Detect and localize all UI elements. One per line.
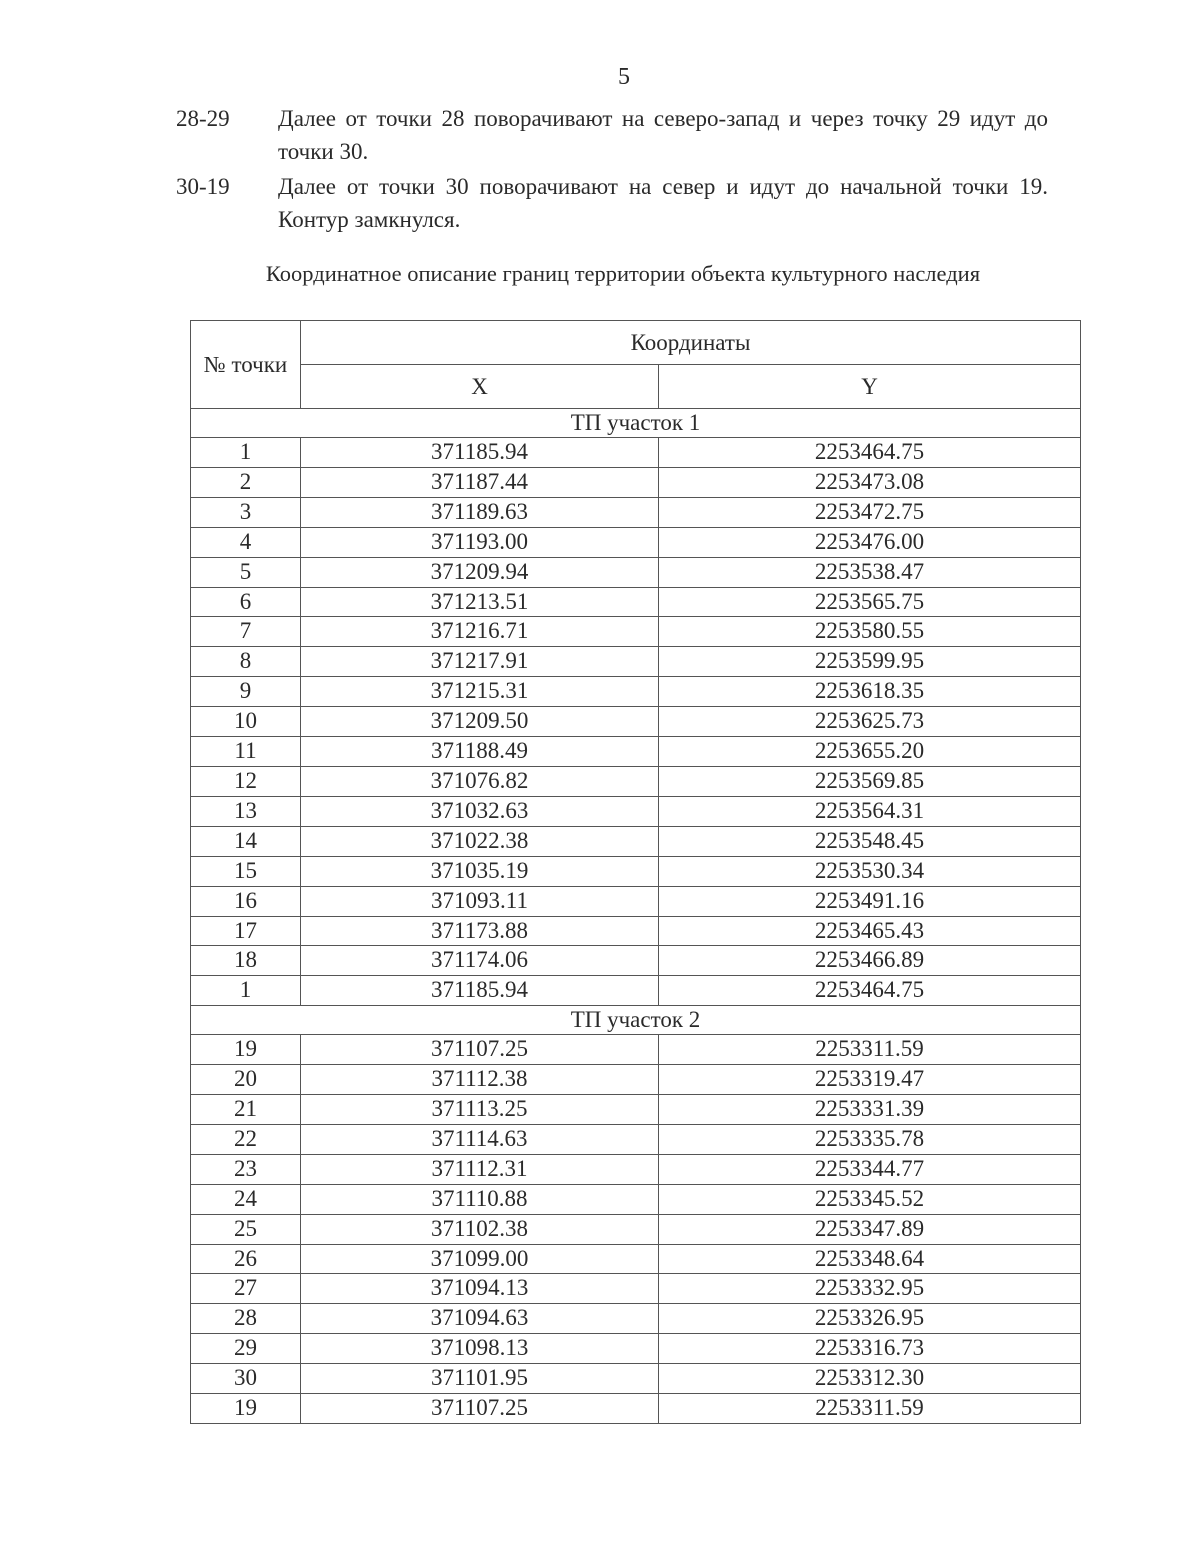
section-row (191, 409, 1081, 438)
y-coordinate-cell: 2253491.16 (659, 886, 1081, 916)
y-coordinate-cell: 2253538.47 (659, 557, 1081, 587)
x-coordinate-cell: 371112.31 (301, 1154, 659, 1184)
x-coordinate-cell: 371173.88 (301, 916, 659, 946)
header-y: Y (659, 365, 1081, 409)
header-coordinates: Координаты (301, 321, 1081, 365)
point-number-cell: 15 (191, 856, 301, 886)
table-row (191, 886, 1081, 916)
paragraph-text: Далее от точки 28 поворачивают на северо-запад и через точку 29 идут до точки 30. (278, 106, 1048, 164)
point-number-cell: 2 (191, 467, 301, 497)
x-coordinate-cell: 371113.25 (301, 1095, 659, 1125)
paragraph-range: 30-19 (176, 174, 230, 199)
y-coordinate-cell: 2253548.45 (659, 826, 1081, 856)
x-coordinate-cell: 371099.00 (301, 1244, 659, 1274)
x-coordinate-cell: 371174.06 (301, 946, 659, 976)
point-number-cell: 24 (191, 1184, 301, 1214)
y-coordinate-cell: 2253618.35 (659, 677, 1081, 707)
section-row (191, 1006, 1081, 1035)
table-row (191, 1035, 1081, 1065)
point-number-cell: 12 (191, 766, 301, 796)
x-coordinate-cell: 371209.50 (301, 707, 659, 737)
point-number-cell: 19 (191, 1035, 301, 1065)
y-coordinate-cell: 2253565.75 (659, 587, 1081, 617)
x-coordinate-cell: 371094.63 (301, 1304, 659, 1334)
y-coordinate-cell: 2253345.52 (659, 1184, 1081, 1214)
x-coordinate-cell: 371076.82 (301, 766, 659, 796)
table-row (191, 766, 1081, 796)
y-coordinate-cell: 2253332.95 (659, 1274, 1081, 1304)
table-row (191, 527, 1081, 557)
x-coordinate-cell: 371107.25 (301, 1394, 659, 1424)
table-row (191, 916, 1081, 946)
table-row (191, 1244, 1081, 1274)
table-row (191, 1095, 1081, 1125)
y-coordinate-cell: 2253311.59 (659, 1394, 1081, 1424)
point-number-cell: 4 (191, 527, 301, 557)
y-coordinate-cell: 2253319.47 (659, 1065, 1081, 1095)
point-number-cell: 19 (191, 1394, 301, 1424)
y-coordinate-cell: 2253464.75 (659, 976, 1081, 1006)
point-number-cell: 3 (191, 497, 301, 527)
y-coordinate-cell: 2253569.85 (659, 766, 1081, 796)
table-row (191, 1334, 1081, 1364)
x-coordinate-cell: 371110.88 (301, 1184, 659, 1214)
header-point-number: № точки (191, 321, 301, 409)
table-row (191, 1274, 1081, 1304)
y-coordinate-cell: 2253331.39 (659, 1095, 1081, 1125)
x-coordinate-cell: 371185.94 (301, 976, 659, 1006)
table-row (191, 1364, 1081, 1394)
table-row (191, 707, 1081, 737)
table-row (191, 946, 1081, 976)
paragraph-range: 28-29 (176, 106, 230, 131)
point-number-cell: 6 (191, 587, 301, 617)
y-coordinate-cell: 2253580.55 (659, 617, 1081, 647)
table-caption: Координатное описание границ территории объекта культурного наследия (265, 261, 981, 286)
point-number-cell: 25 (191, 1214, 301, 1244)
y-coordinate-cell: 2253655.20 (659, 737, 1081, 767)
x-coordinate-cell: 371213.51 (301, 587, 659, 617)
paragraph-30-19 (176, 170, 1048, 236)
y-coordinate-cell: 2253466.89 (659, 946, 1081, 976)
point-number-cell: 11 (191, 737, 301, 767)
paragraph-28-29 (176, 102, 1048, 168)
x-coordinate-cell: 371114.63 (301, 1124, 659, 1154)
coordinates-table (190, 320, 1081, 1424)
point-number-cell: 29 (191, 1334, 301, 1364)
table-row (191, 1304, 1081, 1334)
x-coordinate-cell: 371185.94 (301, 438, 659, 468)
point-number-cell: 17 (191, 916, 301, 946)
table-row (191, 1124, 1081, 1154)
point-number-cell: 23 (191, 1154, 301, 1184)
x-coordinate-cell: 371189.63 (301, 497, 659, 527)
y-coordinate-cell: 2253530.34 (659, 856, 1081, 886)
table-row (191, 1184, 1081, 1214)
table-row (191, 796, 1081, 826)
y-coordinate-cell: 2253473.08 (659, 467, 1081, 497)
x-coordinate-cell: 371193.00 (301, 527, 659, 557)
point-number-cell: 21 (191, 1095, 301, 1125)
header-x: X (301, 365, 659, 409)
x-coordinate-cell: 371187.44 (301, 467, 659, 497)
x-coordinate-cell: 371217.91 (301, 647, 659, 677)
x-coordinate-cell: 371101.95 (301, 1364, 659, 1394)
table-row (191, 497, 1081, 527)
x-coordinate-cell: 371216.71 (301, 617, 659, 647)
y-coordinate-cell: 2253599.95 (659, 647, 1081, 677)
table-row (191, 826, 1081, 856)
y-coordinate-cell: 2253625.73 (659, 707, 1081, 737)
point-number-cell: 20 (191, 1065, 301, 1095)
table-row (191, 1214, 1081, 1244)
x-coordinate-cell: 371112.38 (301, 1065, 659, 1095)
point-number-cell: 18 (191, 946, 301, 976)
y-coordinate-cell: 2253348.64 (659, 1244, 1081, 1274)
point-number-cell: 26 (191, 1244, 301, 1274)
y-coordinate-cell: 2253311.59 (659, 1035, 1081, 1065)
point-number-cell: 7 (191, 617, 301, 647)
x-coordinate-cell: 371107.25 (301, 1035, 659, 1065)
table-row (191, 737, 1081, 767)
point-number-cell: 9 (191, 677, 301, 707)
paragraph-text: Далее от точки 30 поворачивают на север и идут до начальной точки 19. Контур замкнулся. (278, 174, 1048, 232)
y-coordinate-cell: 2253326.95 (659, 1304, 1081, 1334)
x-coordinate-cell: 371188.49 (301, 737, 659, 767)
table-body (191, 409, 1081, 1424)
table-row (191, 976, 1081, 1006)
point-number-cell: 8 (191, 647, 301, 677)
point-number-cell: 14 (191, 826, 301, 856)
table-row (191, 1394, 1081, 1424)
point-number-cell: 1 (191, 438, 301, 468)
y-coordinate-cell: 2253344.77 (659, 1154, 1081, 1184)
x-coordinate-cell: 371209.94 (301, 557, 659, 587)
table-row (191, 438, 1081, 468)
point-number-cell: 28 (191, 1304, 301, 1334)
y-coordinate-cell: 2253312.30 (659, 1364, 1081, 1394)
point-number-cell: 5 (191, 557, 301, 587)
table-row (191, 617, 1081, 647)
x-coordinate-cell: 371035.19 (301, 856, 659, 886)
table-row (191, 557, 1081, 587)
table-row (191, 677, 1081, 707)
point-number-cell: 16 (191, 886, 301, 916)
y-coordinate-cell: 2253564.31 (659, 796, 1081, 826)
x-coordinate-cell: 371102.38 (301, 1214, 659, 1244)
table-row (191, 1065, 1081, 1095)
y-coordinate-cell: 2253472.75 (659, 497, 1081, 527)
section-title: ТП участок 1 (191, 409, 1081, 438)
point-number-cell: 22 (191, 1124, 301, 1154)
y-coordinate-cell: 2253476.00 (659, 527, 1081, 557)
y-coordinate-cell: 2253316.73 (659, 1334, 1081, 1364)
table-row (191, 1154, 1081, 1184)
y-coordinate-cell: 2253465.43 (659, 916, 1081, 946)
y-coordinate-cell: 2253335.78 (659, 1124, 1081, 1154)
page-number: 5 (618, 64, 630, 90)
point-number-cell: 30 (191, 1364, 301, 1394)
y-coordinate-cell: 2253347.89 (659, 1214, 1081, 1244)
table-row (191, 856, 1081, 886)
x-coordinate-cell: 371032.63 (301, 796, 659, 826)
section-title: ТП участок 2 (191, 1006, 1081, 1035)
x-coordinate-cell: 371215.31 (301, 677, 659, 707)
x-coordinate-cell: 371022.38 (301, 826, 659, 856)
point-number-cell: 10 (191, 707, 301, 737)
point-number-cell: 13 (191, 796, 301, 826)
table-row (191, 647, 1081, 677)
x-coordinate-cell: 371098.13 (301, 1334, 659, 1364)
table-row (191, 467, 1081, 497)
table-row (191, 587, 1081, 617)
x-coordinate-cell: 371094.13 (301, 1274, 659, 1304)
x-coordinate-cell: 371093.11 (301, 886, 659, 916)
point-number-cell: 27 (191, 1274, 301, 1304)
point-number-cell: 1 (191, 976, 301, 1006)
y-coordinate-cell: 2253464.75 (659, 438, 1081, 468)
